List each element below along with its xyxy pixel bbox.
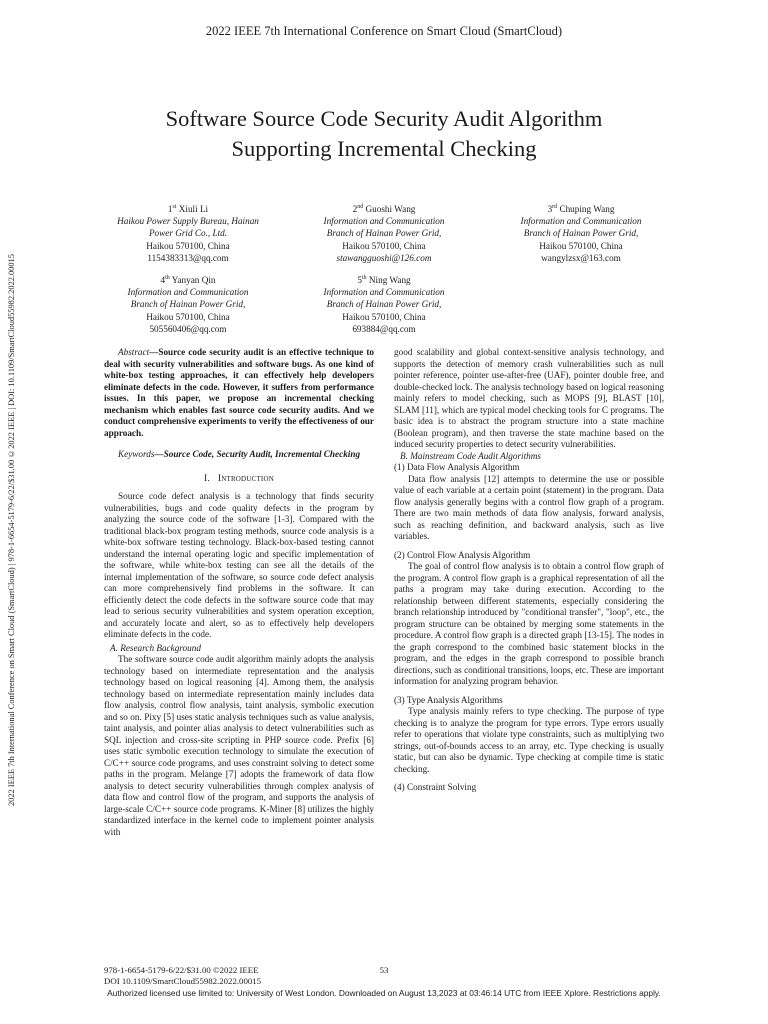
author-ord: th bbox=[165, 275, 170, 281]
author-affiliation: Branch of Hainan Power Grid, bbox=[523, 228, 639, 239]
right-column bbox=[394, 347, 664, 794]
author-email[interactable]: 505560406@qq.com bbox=[149, 323, 227, 334]
author-ord: nd bbox=[357, 204, 364, 210]
author-affiliation: Branch of Hainan Power Grid, bbox=[130, 299, 246, 310]
subsection-research-background: A. Research Background bbox=[110, 642, 201, 653]
author-city: Haikou 570100, China bbox=[539, 240, 623, 251]
author-email[interactable]: stawangguoshi@126.com bbox=[336, 252, 432, 263]
subhead-control-flow: (2) Control Flow Analysis Algorithm bbox=[394, 549, 531, 560]
keywords-text: —Source Code, Security Audit, Incremental Checking bbox=[154, 449, 361, 459]
author-num: 4 bbox=[160, 275, 166, 286]
footer-isbn: 978-1-6654-5179-6/22/$31.00 ©2022 IEEE bbox=[104, 965, 259, 975]
data-flow-paragraph: Data flow analysis [12] attempts to determine the use or possible value of each variable at a certain point (statement) in the program. Data flow analysis generally begins with a control flow graph of a program. There are two main methods of data flow analysis, forward analysis, such as reaching definition, and backward analysis, such as live variables. bbox=[394, 473, 664, 541]
author-affiliation: Information and Communication bbox=[520, 216, 642, 227]
subhead-data-flow: (1) Data Flow Analysis Algorithm bbox=[394, 462, 520, 472]
title-line-2: Supporting Incremental Checking bbox=[231, 136, 537, 161]
author-name: Guoshi Wang bbox=[365, 204, 416, 215]
author-name: Xiuli Li bbox=[178, 204, 209, 215]
subhead-constraint-solving: (4) Constraint Solving bbox=[394, 782, 477, 792]
author-num: 2 bbox=[352, 204, 358, 215]
abstract-lead: Abstract bbox=[118, 347, 150, 357]
author-email[interactable]: wangylzsx@163.com bbox=[541, 252, 621, 263]
author-num: 3 bbox=[547, 204, 553, 215]
control-flow-paragraph: The goal of control flow analysis is to obtain a control flow graph of the program. A control flow graph is a graphical representation of all the paths a program may take during execution. According to the relationship between different statements, especially considering the branch relationship introduced by "conditional transfer", "loop", etc., the program structure can be obtained by merging some statements in the procedure. A control flow graph is a directed graph [13-15]. The nodes in the graph correspond to the combined basic statement blocks in the program, and the edges in the graph correspond to possible branch directions, such as conditional transitions, loops, etc. These are important information for analyzing program behavior. bbox=[394, 561, 664, 686]
continued-paragraph: good scalability and global context-sensitive analysis technology, and supports the detection of memory crash vulnerabilities such as null pointer reference, pointer use-after-free (UAF), pointer double free, and double-checked lock. The analysis technology based on logical reasoning mainly refers to model checking, such as MOPS [9], BLAST [10], SLAM [11], which are typical model checking tools for C programs. The basic idea is to abstract the program structure into a state machine (Boolean program), and then traverse the state machine based on the induced security properties to detect security vulnerabilities. bbox=[394, 347, 665, 449]
author-num: 1 bbox=[167, 204, 173, 215]
author-num: 5 bbox=[357, 275, 362, 286]
author-name: Ning Wang bbox=[368, 275, 411, 286]
author-affiliation: Information and Communication bbox=[323, 216, 445, 227]
author-block-2 bbox=[289, 201, 479, 264]
author-email[interactable]: 1154383313@qq.com bbox=[147, 252, 229, 263]
author-block-3 bbox=[486, 201, 676, 264]
author-affiliation: Branch of Hainan Power Grid, bbox=[326, 299, 442, 310]
author-name: Yanyan Qin bbox=[171, 275, 216, 286]
author-city: Haikou 570100, China bbox=[146, 311, 230, 322]
author-city: Haikou 570100, China bbox=[146, 240, 230, 251]
author-block-4 bbox=[93, 272, 283, 335]
author-affiliation: Information and Communication bbox=[127, 287, 249, 298]
section-title: Introduction bbox=[217, 472, 274, 484]
author-city: Haikou 570100, China bbox=[342, 240, 426, 251]
author-name: Chuping Wang bbox=[559, 204, 615, 215]
keywords bbox=[104, 449, 374, 461]
section-number: I. bbox=[204, 472, 211, 484]
left-column bbox=[104, 347, 374, 838]
title-line-1: Software Source Code Security Audit Algorithm bbox=[165, 106, 603, 131]
abstract bbox=[104, 347, 374, 439]
footer-copyright bbox=[104, 965, 261, 986]
author-ord: rd bbox=[552, 204, 558, 210]
author-ord: th bbox=[361, 275, 367, 281]
author-city: Haikou 570100, China bbox=[342, 311, 426, 322]
author-ord: st bbox=[172, 204, 177, 210]
paper-title bbox=[60, 104, 708, 164]
author-affiliation: Branch of Hainan Power Grid, bbox=[326, 228, 442, 239]
author-affiliation: Information and Communication bbox=[323, 287, 445, 298]
author-affiliation: Power Grid Co., Ltd. bbox=[148, 228, 228, 239]
license-notice: Authorized licensed use limited to: University of West London. Downloaded on August 13,2023 at 03:46:14 UTC from IEEE Xplore. Restrictions apply. bbox=[107, 988, 661, 998]
subhead-type-analysis: (3) Type Analysis Algorithms bbox=[394, 694, 503, 705]
abstract-text: —Source code security audit is an effective technique to deal with security vulnerabilities and software bugs. As one kind of white-box testing approaches, it can effectively help developers eliminate defects in the code. However, it suffers from performance issues. In this paper, we propose an incremental checking mechanism which enables fast source code security audits. And we conduct comprehensive experiments to verify the effectiveness of our approach. bbox=[104, 347, 374, 438]
page-number: 53 bbox=[379, 965, 389, 975]
conference-header: 2022 IEEE 7th International Conference on Smart Cloud (SmartCloud) bbox=[205, 24, 563, 38]
author-block-1 bbox=[93, 201, 283, 264]
author-block-5 bbox=[289, 272, 479, 335]
research-paragraph: The software source code audit algorithm mainly adopts the analysis technology based on intermediate representation and the analysis technology based on logical reasoning [4]. Among them, the analysis technology based on intermediate representation mainly includes data flow analysis, control flow analysis, taint analysis, symbolic execution and so on. Pixy [5] uses static analysis techniques such as value analysis, taint analysis, and pointer alias analysis to detect vulnerabilities such as SQL injection and cross-site scripting in PHP source code. Prefix [6] uses static symbolic execution technology to simulate the execution of C/C++ source code programs, and uses constraint solving to detect some paths in the program. Melange [7] adopts the framework of data flow analysis to detect security vulnerabilities through complex analysis of data flow and control flow of the program, and supports the analysis of large-scale C/C++ source code programs. K-Miner [8] utilizes the highly standardized interface in the kernel code to implement pointer analysis with bbox=[104, 654, 374, 837]
author-email[interactable]: 693884@qq.com bbox=[352, 323, 416, 334]
subsection-mainstream-algorithms: B. Mainstream Code Audit Algorithms bbox=[400, 450, 541, 461]
keywords-lead: Keywords bbox=[118, 449, 155, 459]
section-heading-introduction bbox=[104, 473, 374, 485]
intro-paragraph: Source code defect analysis is a technology that finds security vulnerabilities, bugs and code quality defects in the program by analyzing the source code of the software [1-3]. Compared with the traditional black-box program testing methods, source code analysis is a white-box software testing technology. Black-box-based testing cannot understand the internal operating logic and specific implementation of the software, while white-box testing can see all the details of the internal implementation of the software, so source code defect analysis can more comprehensively find problems in the software. It can efficiently detect the code defects in the software source code that may lead to serious security vulnerabilities and system operation exception, and accurately locate and alert, so as to effectively help developers eliminate defects in the code. bbox=[104, 491, 374, 639]
side-doi-note: 2022 IEEE 7th International Conference on Smart Cloud (SmartCloud) | 978-1-6654-5179-6/22/$31.00 ©2022 IEEE | DOI: 10.1109/SmartCloud55982.2022.00015 bbox=[7, 254, 16, 806]
footer-doi: DOI 10.1109/SmartCloud55982.2022.00015 bbox=[104, 975, 262, 986]
type-analysis-paragraph: Type analysis mainly refers to type checking. The purpose of type checking is to analyze the program for type errors. Type errors usually refer to operations that violate type constraints, such as multiplying two strings, out-of-bounds access to an array, etc. Type checking is usually static, but can also be dynamic. Type checking at compile time is static checking. bbox=[394, 706, 664, 774]
author-affiliation: Haikou Power Supply Bureau, Hainan bbox=[117, 216, 259, 227]
